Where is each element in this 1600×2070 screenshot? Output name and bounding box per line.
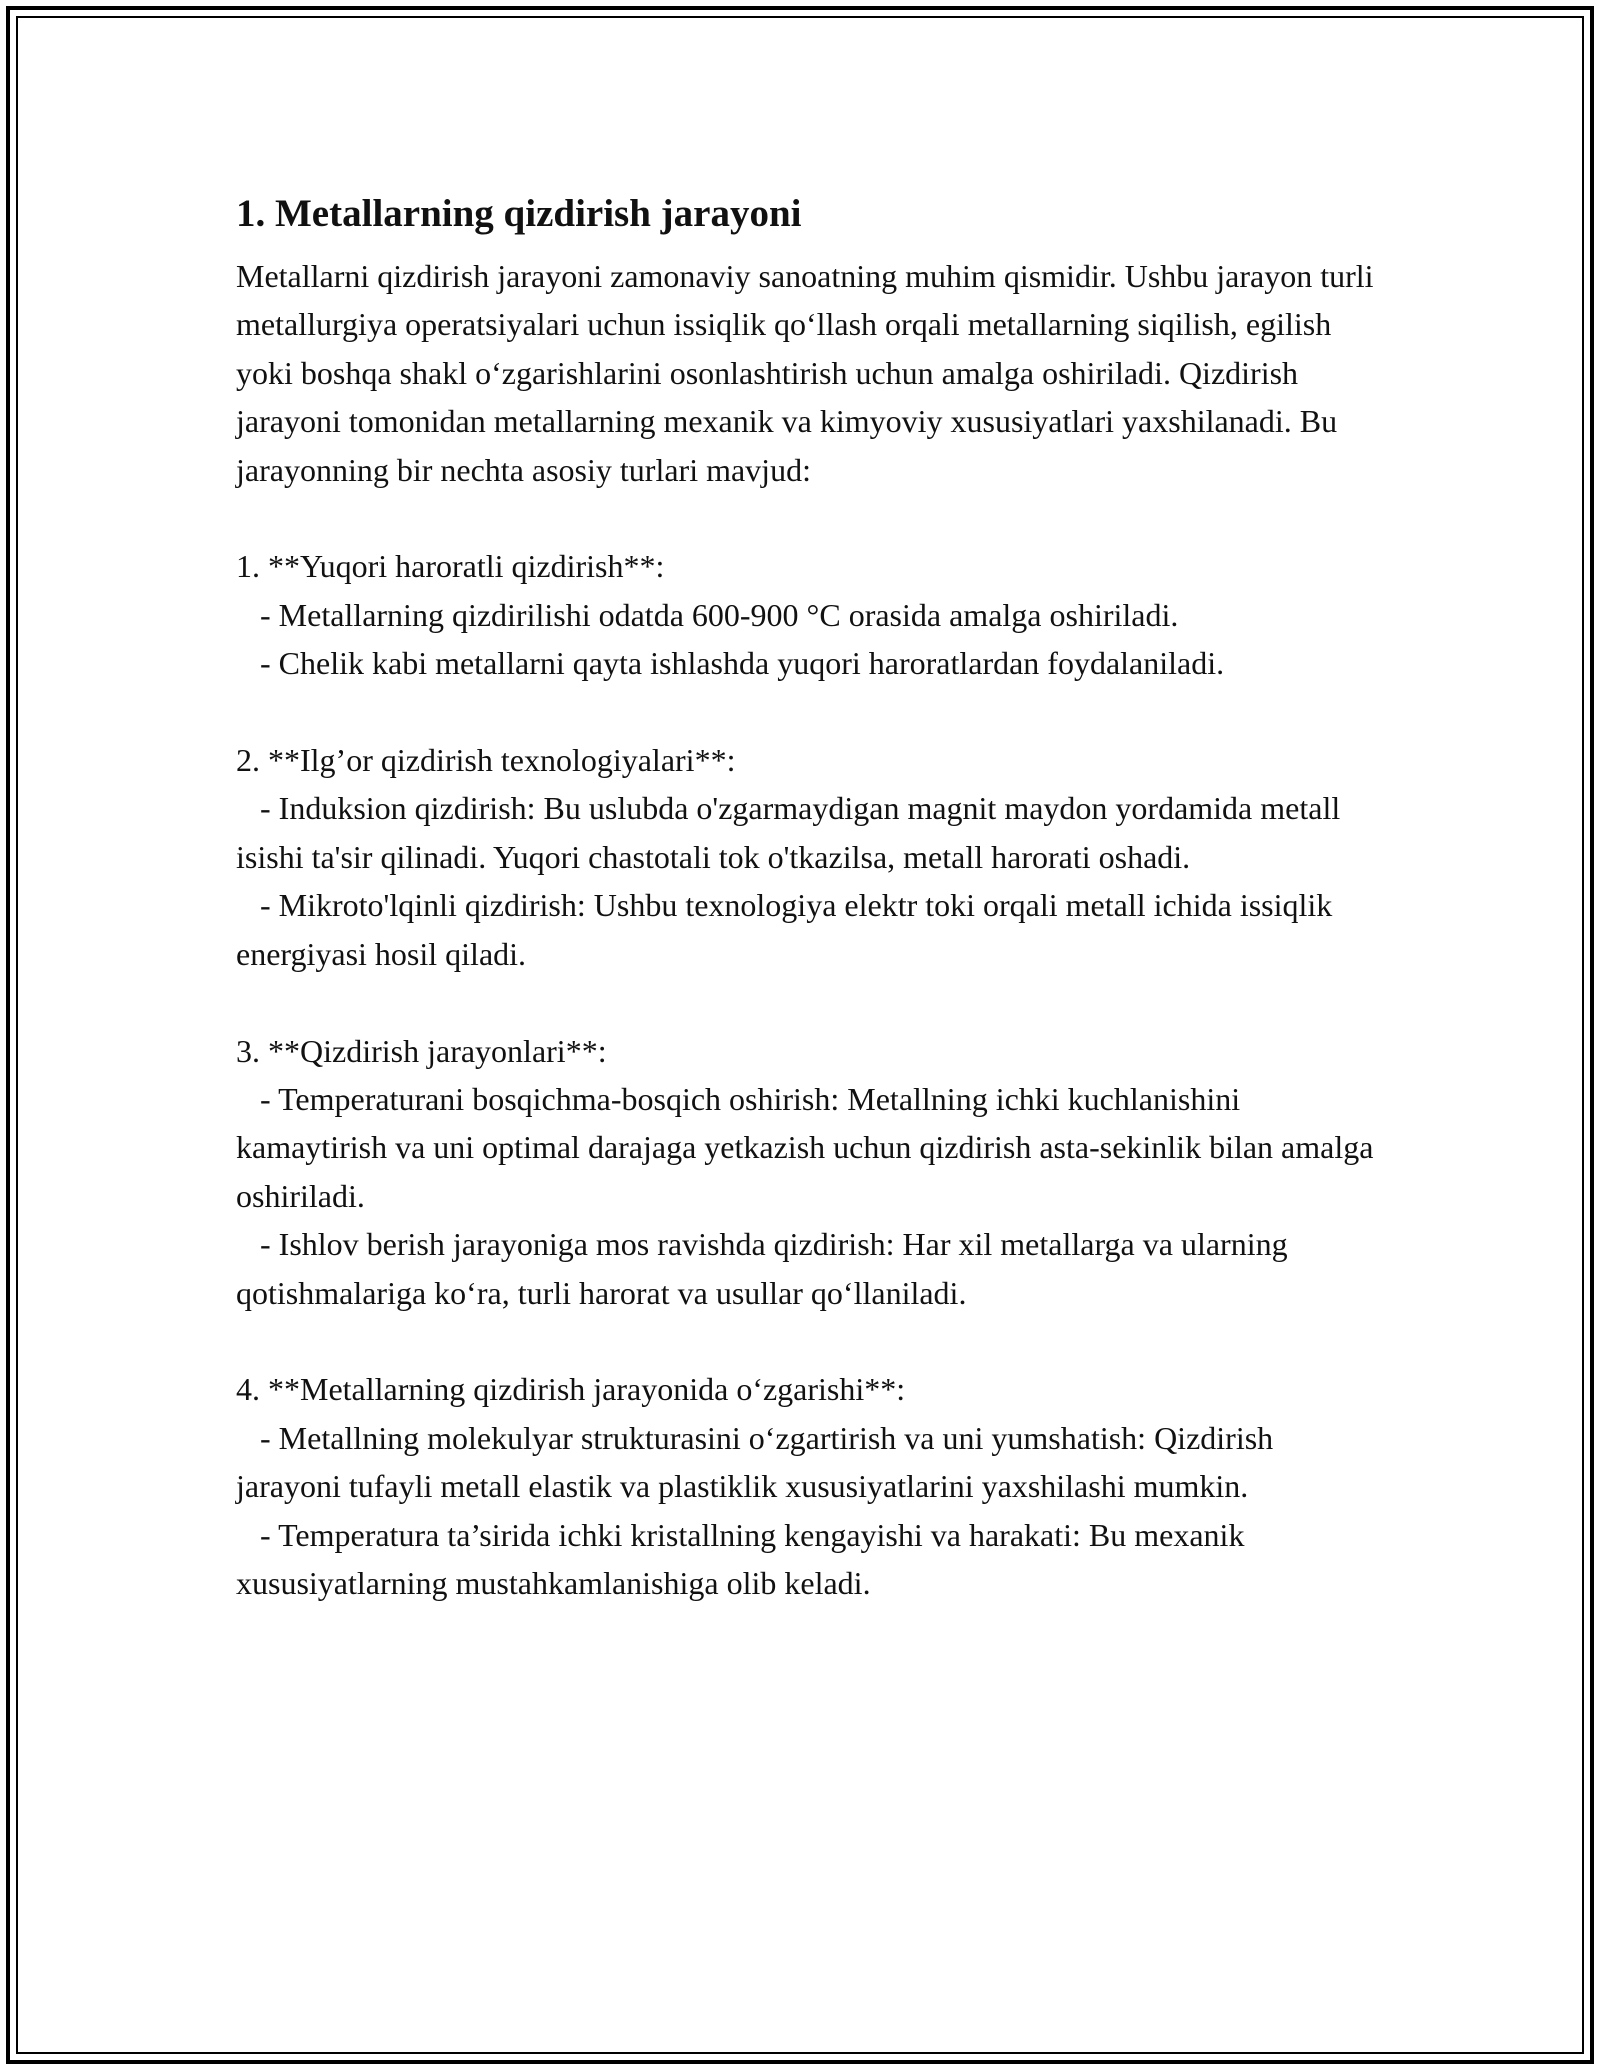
section-1-heading: 1. **Yuqori haroratli qizdirish**:: [236, 548, 665, 585]
section-2-item-2: - Mikroto'lqinli qizdirish: Ushbu texnologiya elektr toki orqali metall ichida issiqlik energiyasi hosil qiladi.: [236, 887, 1341, 972]
section-2-item-1: - Induksion qizdirish: Bu uslubda o'zgarmaydigan magnit maydon yordamida metall isishi ta'sir qilinadi. Yuqori chastotali tok o'tkazilsa, metall harorati oshadi.: [236, 790, 1349, 875]
document-text: [236, 252, 1382, 1607]
section-1-item-1: - Metallarning qizdirilishi odatda 600-900 °C orasida amalga oshiriladi.: [260, 596, 1179, 633]
section-2-heading: 2. **Ilg’or qizdirish texnologiyalari**:: [236, 742, 736, 779]
document-body: [236, 186, 1382, 1607]
section-3-item-1: - Temperaturani bosqichma-bosqich oshirish: Metallning ichki kuchlanishini kamaytirish va uni optimal darajaga yetkazish uchun qizdirish asta-sekinlik bilan amalga oshiriladi.: [236, 1080, 1382, 1214]
section-3-heading: 3. **Qizdirish jarayonlari**:: [236, 1032, 607, 1069]
section-4-item-1: - Metallning molekulyar strukturasini o‘zgartirish va uni yumshatish: Qizdirish jarayoni tufayli metall elastik va plastiklik xususiyatlarini yaxshilashi mumkin.: [236, 1419, 1282, 1505]
section-1-item-2: - Chelik kabi metallarni qayta ishlashda yuqori haroratlardan foydalaniladi.: [260, 645, 1225, 682]
section-4-heading: 4. **Metallarning qizdirish jarayonida o‘zgarishi**:: [236, 1371, 906, 1408]
section-3-item-2: - Ishlov berish jarayoniga mos ravishda qizdirish: Har xil metallarga va ularning qotishmalariga ko‘ra, turli harorat va usullar qo‘llaniladi.: [236, 1226, 1296, 1311]
section-4-item-2: - Temperatura ta’sirida ichki kristallning kengayishi va harakati: Bu mexanik xususiyatlarning mustahkamlanishiga olib keladi.: [236, 1516, 1253, 1601]
document-title: 1. Metallarning qizdirish jarayoni: [236, 192, 802, 235]
intro-paragraph: Metallarni qizdirish jarayoni zamonaviy sanoatning muhim qismidir. Ushbu jarayon turli metallurgiya operatsiyalari uchun issiqlik qo‘llash orqali metallarning siqilish, egilish yoki boshqa shakl o‘zgarishlarini osonlashtirish uchun amalga oshiriladi. Qizdirish jarayoni tomonidan metallarning mexanik va kimyoviy xususiyatlari yaxshilanadi. Bu jarayonning bir nechta asosiy turlari mavjud:: [236, 258, 1382, 488]
